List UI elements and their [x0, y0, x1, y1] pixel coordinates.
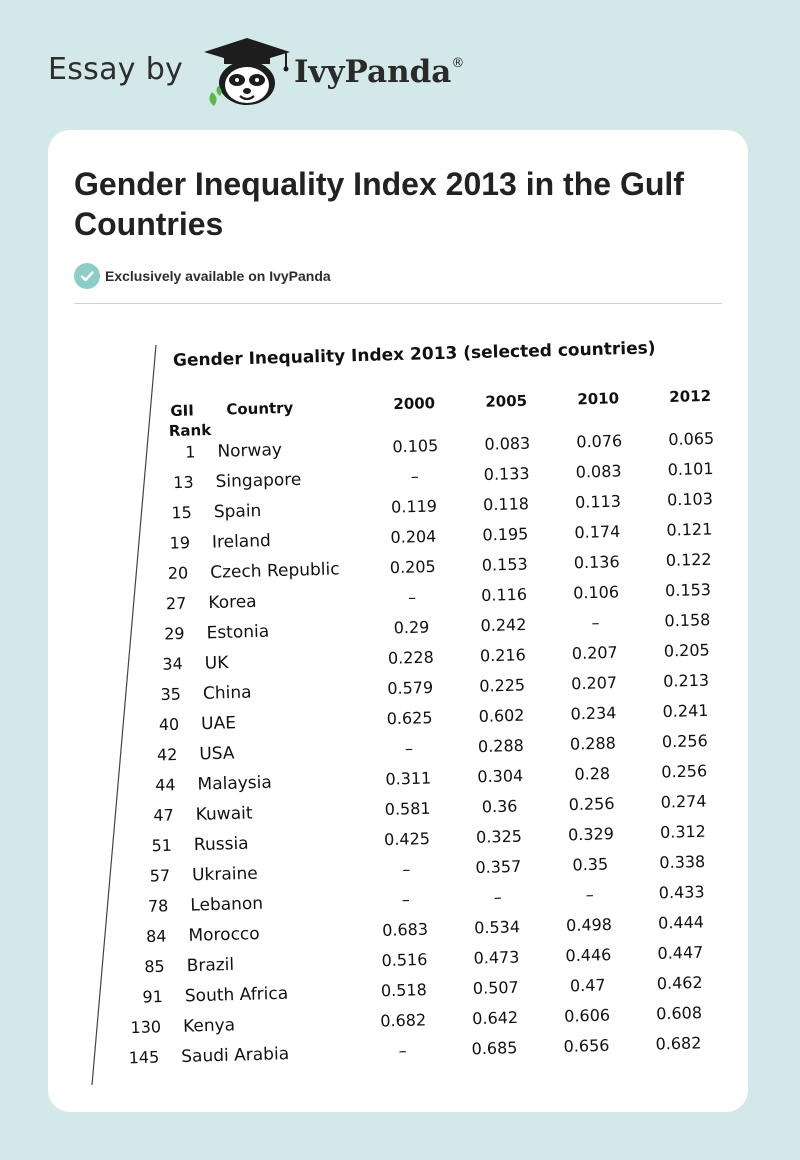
- value-cell: –: [591, 613, 600, 633]
- value-cell: 0.288: [569, 733, 617, 754]
- value-cell: 0.35: [572, 854, 609, 875]
- value-cell: 0.101: [667, 459, 714, 480]
- value-cell: 0.433: [658, 882, 705, 903]
- value-cell: 0.516: [381, 949, 428, 971]
- rank-cell: 29: [163, 623, 185, 644]
- header-rank: Rank: [168, 420, 212, 441]
- value-cell: 0.473: [473, 947, 520, 968]
- value-cell: 0.683: [381, 919, 429, 940]
- rank-cell: 35: [160, 684, 182, 704]
- country-cell: Estonia: [206, 621, 270, 644]
- rank-cell: 78: [147, 896, 169, 916]
- value-cell: 0.579: [387, 677, 434, 699]
- rank-cell: 19: [169, 533, 191, 553]
- country-cell: Russia: [193, 833, 249, 856]
- value-cell: 0.507: [472, 977, 519, 998]
- country-cell: Ukraine: [191, 863, 259, 886]
- value-cell: 0.685: [471, 1038, 518, 1059]
- value-cell: 0.136: [573, 552, 620, 573]
- country-cell: Ireland: [211, 531, 272, 553]
- country-cell: Saudi Arabia: [181, 1044, 290, 1067]
- table-scan-image: [74, 320, 722, 1085]
- rank-cell: 130: [130, 1017, 162, 1038]
- header-year-2012: 2012: [669, 386, 712, 406]
- badge-text: Exclusively available on IvyPanda: [105, 268, 331, 284]
- rank-cell: 42: [156, 744, 178, 765]
- country-cell: Lebanon: [190, 893, 264, 916]
- value-cell: 0.205: [663, 640, 710, 661]
- value-cell: 0.076: [576, 431, 623, 452]
- rank-cell: 91: [142, 987, 164, 1007]
- rank-cell: 27: [165, 593, 187, 614]
- country-cell: Norway: [217, 440, 283, 462]
- value-cell: 0.065: [668, 428, 715, 449]
- value-cell: 0.444: [657, 912, 705, 933]
- value-cell: 0.174: [574, 521, 621, 543]
- rank-cell: 20: [167, 563, 189, 583]
- value-cell: 0.207: [571, 642, 618, 663]
- value-cell: –: [585, 885, 594, 905]
- gii-table: [74, 320, 722, 1085]
- value-cell: 0.518: [380, 980, 428, 1001]
- value-cell: 0.207: [571, 673, 618, 694]
- essay-card: [48, 130, 748, 1112]
- value-cell: 0.312: [659, 821, 707, 842]
- country-cell: Brazil: [186, 954, 235, 977]
- value-cell: –: [493, 887, 502, 907]
- value-cell: 0.116: [480, 584, 528, 605]
- country-cell: Spain: [213, 501, 262, 523]
- value-cell: 0.133: [483, 463, 530, 485]
- value-cell: 0.118: [482, 494, 530, 515]
- value-cell: 0.534: [473, 917, 521, 938]
- value-cell: –: [401, 889, 411, 910]
- value-cell: 0.446: [565, 945, 612, 966]
- country-cell: UK: [204, 652, 229, 674]
- value-cell: –: [402, 859, 411, 879]
- value-cell: 0.581: [384, 798, 431, 819]
- value-cell: 0.153: [664, 579, 712, 601]
- value-cell: –: [410, 466, 419, 486]
- rank-cell: 13: [173, 472, 194, 493]
- value-cell: 0.216: [479, 645, 527, 666]
- value-cell: 0.256: [661, 761, 708, 782]
- value-cell: 0.642: [472, 1007, 519, 1029]
- value-cell: 0.682: [380, 1010, 427, 1031]
- rank-cell: 34: [162, 654, 184, 674]
- country-cell: Kuwait: [195, 803, 253, 825]
- value-cell: 0.288: [477, 735, 525, 757]
- value-cell: 0.113: [574, 491, 622, 512]
- header-year-2005: 2005: [485, 391, 528, 411]
- country-cell: Kenya: [182, 1015, 236, 1037]
- value-cell: 0.462: [656, 972, 703, 994]
- value-cell: 0.29: [393, 617, 430, 638]
- country-cell: South Africa: [184, 983, 289, 1007]
- value-cell: 0.228: [387, 647, 435, 668]
- value-cell: 0.325: [475, 826, 523, 847]
- value-cell: 0.338: [659, 851, 706, 873]
- value-cell: 0.606: [564, 1005, 611, 1026]
- value-cell: –: [407, 587, 417, 607]
- country-cell: Malaysia: [197, 772, 273, 795]
- value-cell: 0.256: [661, 731, 709, 752]
- value-cell: 0.204: [390, 526, 437, 547]
- rank-cell: 47: [153, 805, 174, 825]
- header-year-2000: 2000: [393, 394, 436, 414]
- table-title: Gender Inequality Index 2013 (selected countries): [172, 338, 656, 371]
- value-cell: 0.234: [570, 703, 617, 724]
- value-cell: 0.122: [665, 549, 712, 570]
- divider: [74, 303, 722, 304]
- value-cell: –: [398, 1041, 407, 1061]
- rank-cell: 15: [171, 502, 193, 523]
- value-cell: 0.105: [392, 436, 439, 457]
- rank-cell: 85: [144, 956, 165, 977]
- value-cell: –: [404, 738, 414, 758]
- rank-cell: 84: [145, 926, 167, 947]
- rank-cell: 57: [149, 865, 171, 886]
- value-cell: 0.311: [385, 768, 432, 789]
- value-cell: 0.083: [484, 433, 531, 454]
- value-cell: 0.357: [475, 856, 522, 877]
- rank-cell: 44: [154, 775, 176, 795]
- value-cell: 0.106: [572, 582, 620, 603]
- brand-header: [48, 36, 508, 108]
- rank-cell: 145: [128, 1047, 160, 1068]
- value-cell: 0.153: [481, 554, 528, 575]
- value-cell: 0.242: [480, 614, 527, 636]
- rank-cell: 1: [185, 442, 196, 462]
- brand-name: IvyPanda®: [294, 54, 465, 90]
- value-cell: 0.256: [568, 793, 615, 815]
- brand-prefix: Essay by: [48, 52, 184, 87]
- value-cell: 0.36: [481, 796, 518, 817]
- value-cell: 0.103: [666, 489, 714, 510]
- value-cell: 0.205: [389, 556, 436, 578]
- value-cell: 0.158: [664, 610, 711, 631]
- country-cell: Singapore: [215, 469, 302, 493]
- check-icon: [74, 263, 100, 289]
- value-cell: 0.119: [390, 496, 438, 517]
- country-cell: Czech Republic: [209, 559, 340, 583]
- registered-mark: ®: [451, 56, 465, 71]
- header-year-2010: 2010: [577, 389, 620, 409]
- value-cell: 0.498: [565, 914, 613, 936]
- country-cell: USA: [199, 743, 235, 765]
- table-subtitle: (selected countries): [457, 338, 656, 364]
- value-cell: 0.213: [663, 670, 710, 691]
- panda-graduate-icon: [202, 36, 292, 108]
- value-cell: 0.425: [383, 828, 431, 850]
- value-cell: 0.195: [482, 524, 529, 545]
- page-title: Gender Inequality Index 2013 in the Gulf Countries: [74, 166, 684, 242]
- rank-cell: 51: [151, 835, 173, 856]
- value-cell: 0.274: [660, 791, 707, 812]
- value-cell: 0.447: [657, 942, 704, 963]
- country-cell: Morocco: [188, 924, 260, 946]
- value-cell: 0.602: [478, 705, 525, 726]
- value-cell: 0.241: [662, 700, 709, 722]
- value-cell: 0.682: [655, 1033, 702, 1054]
- header-gii: GII: [170, 401, 195, 421]
- header-country: Country: [226, 398, 294, 419]
- country-cell: Korea: [208, 591, 257, 614]
- country-cell: UAE: [200, 713, 237, 735]
- value-cell: 0.28: [574, 763, 611, 784]
- value-cell: 0.47: [569, 975, 606, 996]
- value-cell: 0.329: [567, 824, 615, 845]
- value-cell: 0.656: [563, 1035, 610, 1056]
- value-cell: 0.083: [575, 461, 622, 482]
- rank-cell: 40: [158, 714, 180, 735]
- value-cell: 0.625: [386, 708, 433, 729]
- value-cell: 0.304: [477, 766, 524, 787]
- value-cell: 0.225: [479, 675, 526, 696]
- country-cell: China: [202, 682, 252, 704]
- value-cell: 0.121: [666, 519, 713, 540]
- value-cell: 0.608: [655, 1003, 703, 1024]
